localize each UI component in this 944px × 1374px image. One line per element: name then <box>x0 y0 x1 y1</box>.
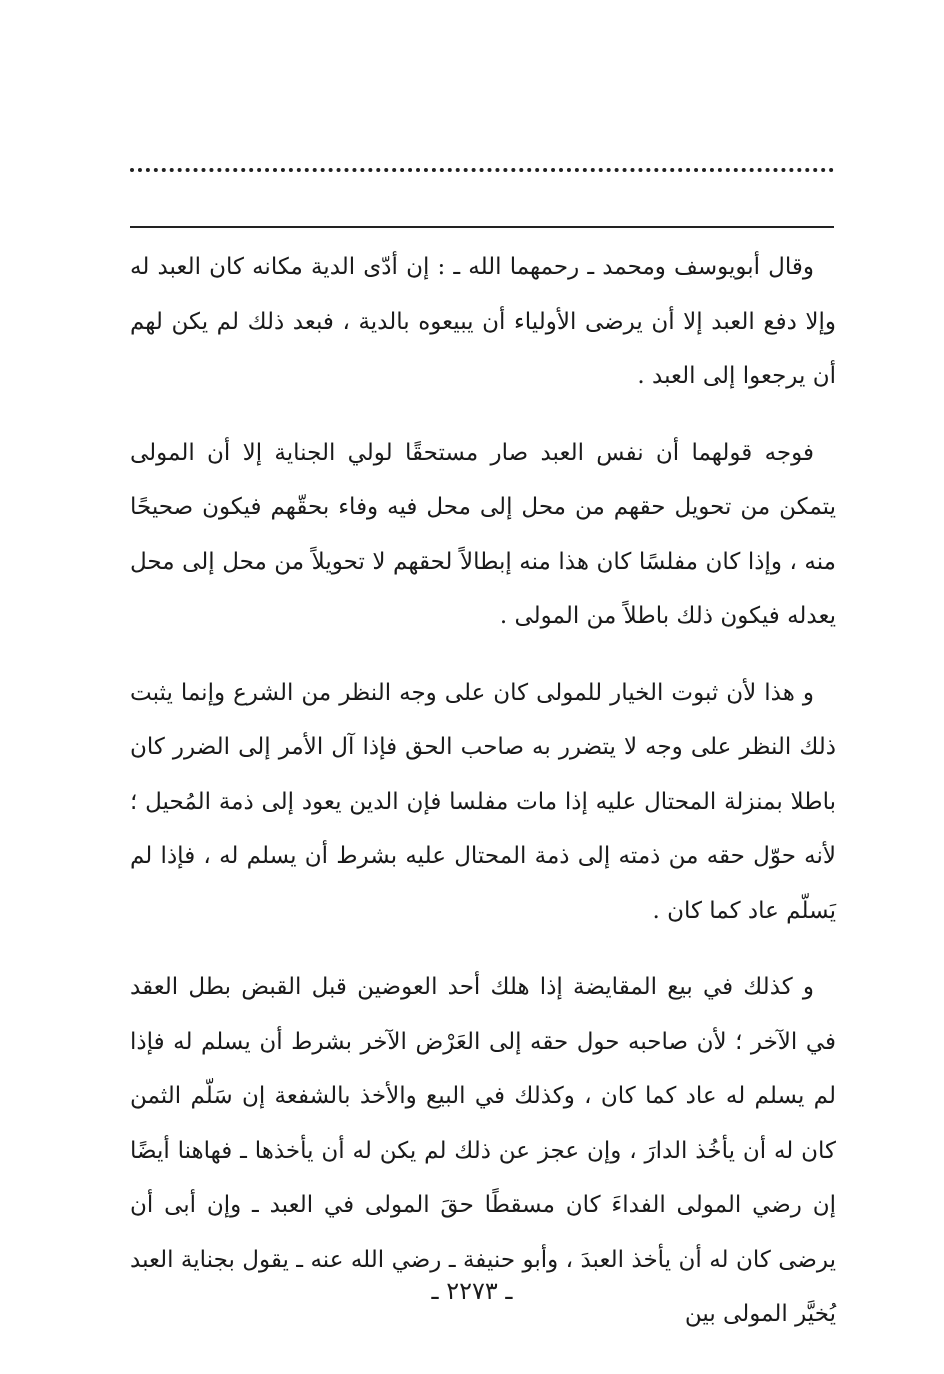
paragraph-1: وقال أبويوسف ومحمد ـ رحمهما الله ـ : إن أدّى الدية مكانه كان العبد له وإلا دفع العبد إلا أن يرضى الأولياء أن يبيعوه بالدية ، فبعد ذلك لم يكن لهم أن يرجعوا إلى العبد . <box>130 254 836 389</box>
page-body <box>130 240 836 1342</box>
header-separator <box>130 226 834 228</box>
paragraph-2: فوجه قولهما أن نفس العبد صار مستحقًا لولي الجناية إلا أن المولى يتمكن من تحويل حقهم من محل إلى محل فيه وفاء بحقّهم فيكون صحيحًا منه ، وإذا كان مفلسًا كان هذا منه إبطالاً لحقهم لا تحويلاً من محل إلى محل يعدله فيكون ذلك باطلاً من المولى . <box>130 439 836 629</box>
paragraph-3: و هذا لأن ثبوت الخيار للمولى كان على وجه النظر من الشرع وإنما يثبت ذلك النظر على وجه لا يتضرر به صاحب الحق فإذا آل الأمر إلى الضرر كان باطلا بمنزلة المحتال عليه إذا مات مفلسا فإن الدين يعود إلى ذمة المُحيل ؛ لأنه حوّل حقه من ذمته إلى ذمة المحتال عليه بشرط أن يسلم له ، فإذا لم يَسلّم عاد كما كان . <box>130 679 836 924</box>
header-dotted-line <box>130 168 834 172</box>
paragraph-4: و كذلك في بيع المقايضة إذا هلك أحد العوضين قبل القبض بطل العقد في الآخر ؛ لأن صاحبه حول حقه إلى العَرْض الآخر بشرط أن يسلم له فإذا لم يسلم له عاد كما كان ، وكذلك في البيع والأخذ بالشفعة إن سَلّم الثمن كان له أن يأخُذ الدارَ ، وإن عجز عن ذلك لم يكن له أن يأخذها ـ فهاهنا أيضًا إن رضي المولى الفداءَ كان مسقطًا حقَ المولى في العبد ـ وإن أبى أن يرضى كان له أن يأخذ العبدَ ، وأبو حنيفة ـ رضي الله عنه ـ يقول بجناية العبد يُخيَّر المولى بين <box>130 974 836 1327</box>
page-number: ـ ٢٢٧٣ ـ <box>431 1277 513 1305</box>
